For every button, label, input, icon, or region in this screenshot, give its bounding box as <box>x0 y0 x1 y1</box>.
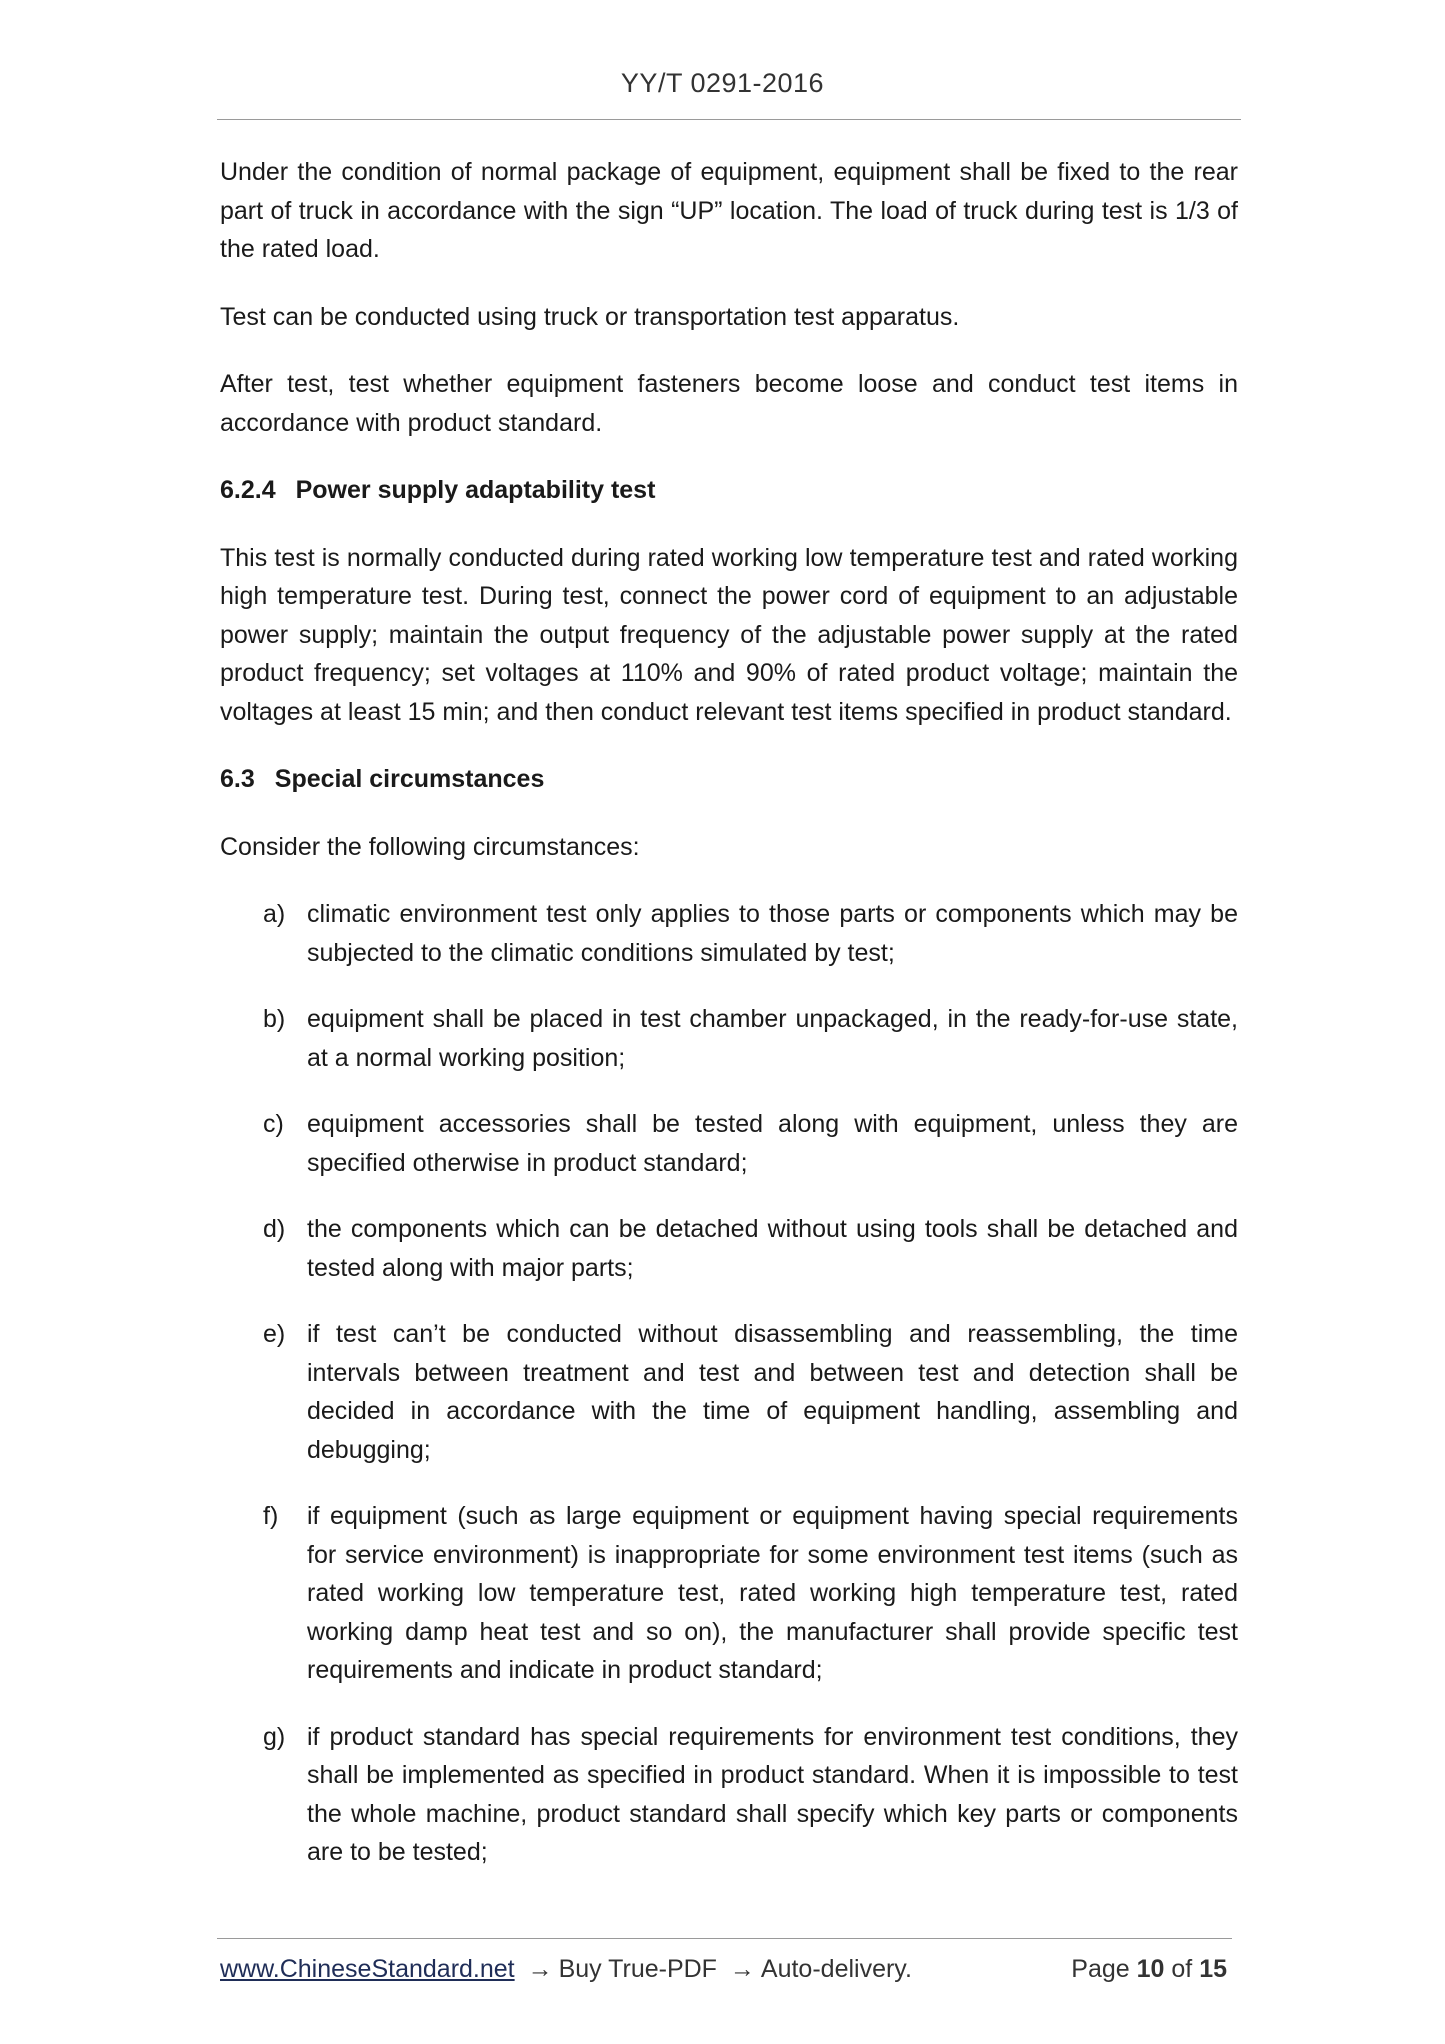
paragraph-test-apparatus: Test can be conducted using truck or transportation test apparatus. <box>220 302 960 331</box>
list-item-text: equipment shall be placed in test chamber unpackaged, in the ready-for-use state, at a normal working position; <box>307 1005 1238 1072</box>
paragraph-truck-load: Under the condition of normal package of equipment, equipment shall be fixed to the rear part of truck in accordance with the sign “UP” location. The load of truck during test is 1/3 of the rated load. <box>220 158 1238 263</box>
list-marker: e) <box>263 1320 286 1348</box>
arrow-right-icon: → <box>527 1955 553 1983</box>
list-item-text: if test can’t be conducted without disassembling and reassembling, the time intervals between treatment and test and between test and detection shall be decided in accordance with the time of equipment handling, assembling and debugging; <box>307 1320 1238 1464</box>
header-title: YY/T 0291-2016 <box>620 68 825 98</box>
list-marker: b) <box>263 1005 286 1033</box>
section-heading-6-2-4 <box>220 471 1238 510</box>
list-marker: d) <box>263 1215 286 1243</box>
list-item-text: equipment accessories shall be tested along with equipment, unless they are specified otherwise in product standard; <box>307 1110 1238 1177</box>
footer-divider <box>217 1938 1232 1939</box>
header-divider <box>217 119 1241 120</box>
list-item <box>220 895 1238 972</box>
list-item <box>220 1315 1238 1469</box>
section-title: Special circumstances <box>274 765 545 793</box>
list-marker: c) <box>263 1110 284 1138</box>
list-item <box>220 1000 1238 1077</box>
of-label: of <box>1171 1955 1193 1983</box>
list-marker: a) <box>263 900 286 928</box>
section-number: 6.2.4 <box>220 476 276 504</box>
arrow-right-icon: → <box>729 1955 755 1983</box>
list-item <box>220 1497 1238 1690</box>
list-item <box>220 1718 1238 1872</box>
page-label: Page <box>1071 1955 1130 1983</box>
auto-delivery-text: Auto-delivery. <box>760 1955 912 1983</box>
list-item-text: if product standard has special requirements for environment test conditions, they shall be implemented as specified in product standard. When it is impossible to test the whole machine, product standard shall specify which key parts or components are to be tested; <box>307 1722 1238 1866</box>
buy-pdf-text: Buy True-PDF <box>558 1955 717 1983</box>
page-number <box>1071 1955 1227 1984</box>
list-marker: f) <box>263 1502 279 1530</box>
list-item <box>220 1210 1238 1287</box>
page-current: 10 <box>1136 1955 1165 1983</box>
list-item-text: if equipment (such as large equipment or equipment having special requirements for service environment) is inappropriate for some environment test items (such as rated working low temperature test, rated working high temperature test, rated working damp heat test and so on), the manufacturer shall provide specific test requirements and indicate in product standard; <box>307 1502 1238 1684</box>
page-body <box>220 153 1238 1900</box>
page-footer <box>220 1955 1235 1984</box>
section-heading-6-3 <box>220 760 1238 799</box>
list-item-text: the components which can be detached without using tools shall be detached and tested along with major parts; <box>307 1215 1238 1282</box>
list-marker: g) <box>263 1722 286 1751</box>
paragraph-after-test: After test, test whether equipment fasteners become loose and conduct test items in accordance with product standard. <box>220 370 1238 437</box>
paragraph-intro: Consider the following circumstances: <box>220 832 640 861</box>
section-title: Power supply adaptability test <box>295 476 656 504</box>
paragraph-power-supply: This test is normally conducted during rated working low temperature test and rated working high temperature test. During test, connect the power cord of equipment to an adjustable power supply; maintain the output frequency of the adjustable power supply at the rated product frequency; set voltages at 110% and 90% of rated product voltage; maintain the voltages at least 15 min; and then conduct relevant test items specified in product standard. <box>220 543 1238 726</box>
circumstances-list <box>220 895 1238 1872</box>
page-total: 15 <box>1199 1955 1227 1983</box>
list-item <box>220 1105 1238 1182</box>
list-item-text: climatic environment test only applies to those parts or components which may be subjected to the climatic conditions simulated by test; <box>307 900 1238 967</box>
website-link[interactable]: www.ChineseStandard.net <box>220 1955 515 1983</box>
section-number: 6.3 <box>220 765 255 793</box>
